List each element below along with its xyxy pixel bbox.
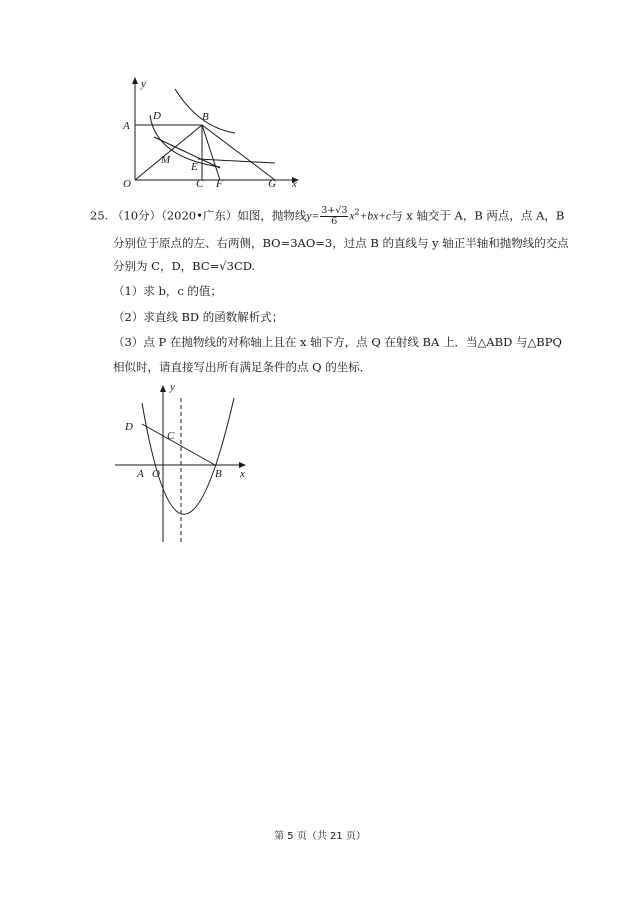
- fig1-label-M: M: [161, 154, 171, 166]
- fig2-label-y: y: [170, 381, 175, 393]
- question-2: （2）求直线 BD 的函数解析式；: [113, 310, 284, 324]
- fig1-label-E: E: [191, 161, 198, 173]
- fig1-label-y: y: [141, 78, 146, 90]
- fig1-label-x: x: [292, 178, 297, 190]
- eq-x: x: [349, 210, 355, 223]
- fig2-y-arrow: [160, 385, 166, 392]
- page-footer: 第 5 页（共 21 页）: [274, 831, 366, 842]
- eq-frac-num: 3+√3: [321, 205, 348, 216]
- fig2-label-B: B: [215, 468, 222, 480]
- problem-line-3: [113, 258, 255, 274]
- problem-line1-tail: 与 x 轴交于 A，B 两点，点 A，B: [391, 208, 565, 223]
- fig2-line-BD: [142, 424, 215, 465]
- fig2-label-C: C: [167, 430, 175, 442]
- question-3-line-2: 相似时，请直接写出所有满足条件的点 Q 的坐标．: [113, 360, 372, 374]
- problem-meta: （10分）（2020•广东）如图，抛物线: [111, 208, 307, 223]
- fig2-label-A: A: [137, 468, 144, 480]
- fig2-parabola-curve: [142, 398, 234, 514]
- question-1: （1）求 b，c 的值；: [113, 284, 222, 298]
- fig1-label-O: O: [123, 178, 131, 190]
- eq-frac-den: 6: [331, 216, 338, 227]
- fig1-label-C: C: [196, 178, 204, 190]
- fig2-label-x: x: [240, 468, 245, 480]
- fig1-label-A: A: [123, 120, 130, 132]
- eq-exponent: 2: [354, 207, 360, 217]
- problem-line3-b: CD.: [233, 259, 256, 273]
- problem-number: 25.: [90, 208, 109, 223]
- fig1-label-B: B: [202, 111, 209, 123]
- question-3-line-1: （3）点 P 在抛物线的对称轴上且在 x 轴下方，点 Q 在射线 BA 上．当△ABD 与△BPQ: [113, 335, 562, 349]
- problem-line3-sqrt: √3: [219, 259, 234, 273]
- fig1-y-arrow: [132, 77, 138, 84]
- fig1-segment-EG: [198, 159, 275, 163]
- fig1-label-D: D: [153, 110, 161, 122]
- problem-line-1: [90, 206, 564, 227]
- eq-y: y=: [306, 210, 320, 223]
- fig2-label-O: O: [152, 468, 160, 480]
- fig1-segment-BG: [202, 125, 275, 180]
- problem-line3-a: 分别为 C，D，BC=: [113, 259, 220, 273]
- eq-rest: +bx+c: [359, 210, 392, 223]
- fig2-label-D: D: [125, 421, 133, 433]
- fig1-label-G: G: [268, 178, 276, 190]
- fig1-label-F: F: [216, 178, 223, 190]
- figure-1-geometry: [110, 75, 310, 190]
- figure-2-parabola: [110, 378, 260, 546]
- fig1-segment-BF: [202, 125, 220, 180]
- eq-fraction: [320, 206, 348, 227]
- problem-line-2: 分别位于原点的左、右两侧，BO=3AO=3，过点 B 的直线与 y 轴正半轴和抛物线的交点: [113, 236, 569, 250]
